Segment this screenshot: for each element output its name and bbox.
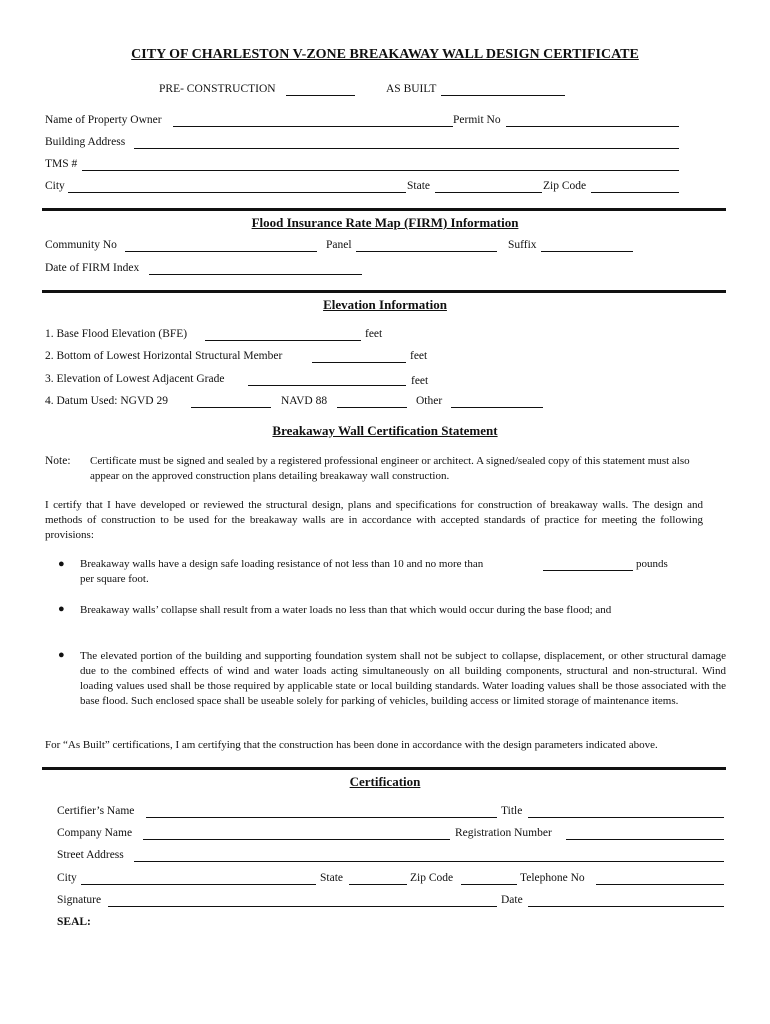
cert-zip-field[interactable] bbox=[461, 884, 517, 885]
date-field[interactable] bbox=[528, 906, 724, 907]
cert-state-label: State bbox=[320, 872, 343, 884]
bottom-member-label: 2. Bottom of Lowest Horizontal Structural Member bbox=[45, 350, 283, 362]
owner-field[interactable] bbox=[173, 126, 453, 127]
tms-field[interactable] bbox=[82, 170, 679, 171]
certifier-name-label: Certifier’s Name bbox=[57, 805, 135, 817]
statement-heading: Breakaway Wall Certification Statement bbox=[272, 423, 498, 438]
bullet-dot-icon: ● bbox=[58, 649, 65, 661]
street-field[interactable] bbox=[134, 861, 724, 862]
bullet3-text: The elevated portion of the building and supporting foundation system shall not be subject to collapse, displacement, or other structural damage due to the combined effects of wind and water loads acting simultaneously on all building components, structural and non-structural. Wind loading values used shall be those required by applicable state or local building standards. Water loading values shall be those associated with the base flood. Such enclosed space shall be useable solely for parking of vehicles, building access or limited storage of maintenance items. bbox=[80, 650, 726, 707]
cert-city-label: City bbox=[57, 872, 77, 884]
page-title: CITY OF CHARLESTON V-ZONE BREAKAWAY WALL DESIGN CERTIFICATE bbox=[131, 47, 639, 62]
ngvd-field[interactable] bbox=[191, 407, 271, 408]
section-divider bbox=[42, 290, 726, 293]
firm-date-label: Date of FIRM Index bbox=[45, 262, 140, 274]
company-field[interactable] bbox=[143, 839, 450, 840]
community-label: Community No bbox=[45, 239, 117, 251]
bfe-field[interactable] bbox=[205, 340, 361, 341]
zip-label: Zip Code bbox=[543, 180, 587, 192]
section-divider bbox=[42, 208, 726, 211]
community-field[interactable] bbox=[125, 251, 317, 252]
certification-heading: Certification bbox=[349, 774, 421, 789]
date-label: Date bbox=[501, 894, 523, 906]
as-built-label: AS BUILT bbox=[386, 83, 437, 95]
owner-label: Name of Property Owner bbox=[45, 114, 162, 126]
note-text: Certificate must be signed and sealed by a registered professional engineer or architect. A signed/sealed copy of this statement must also appear on the approved construction plans detailing breakaway wall construction. bbox=[90, 455, 690, 482]
signature-label: Signature bbox=[57, 894, 102, 906]
tms-label: TMS # bbox=[45, 158, 78, 170]
grade-unit: feet bbox=[411, 375, 429, 387]
bottom-member-field[interactable] bbox=[312, 362, 406, 363]
as-built-field[interactable] bbox=[441, 95, 565, 96]
grade-field[interactable] bbox=[248, 385, 406, 386]
title-field[interactable] bbox=[528, 817, 724, 818]
city-field[interactable] bbox=[68, 192, 406, 193]
telephone-field[interactable] bbox=[596, 884, 724, 885]
seal-label: SEAL: bbox=[57, 916, 91, 928]
street-label: Street Address bbox=[57, 849, 124, 861]
bullet2-text: Breakaway walls’ collapse shall result from a water loads no less than that which would occur during the base flood; and bbox=[80, 604, 612, 616]
other-label: Other bbox=[416, 395, 443, 407]
certify-text: I certify that I have developed or reviewed the structural design, plans and specifications for construction of breakaway walls. The design and methods of construction to be used for the breakaway walls are in accordance with accepted standards of practice for meeting the following provisions: bbox=[45, 499, 703, 541]
registration-label: Registration Number bbox=[455, 827, 552, 839]
address-label: Building Address bbox=[45, 136, 126, 148]
panel-field[interactable] bbox=[356, 251, 497, 252]
suffix-label: Suffix bbox=[508, 239, 537, 251]
panel-label: Panel bbox=[326, 239, 352, 251]
company-label: Company Name bbox=[57, 827, 133, 839]
bfe-label: 1. Base Flood Elevation (BFE) bbox=[45, 328, 188, 340]
bottom-member-unit: feet bbox=[410, 350, 428, 362]
state-field[interactable] bbox=[435, 192, 542, 193]
firm-date-field[interactable] bbox=[149, 274, 362, 275]
bullet1-line2: per square foot. bbox=[80, 573, 149, 585]
datum-label: 4. Datum Used: NGVD 29 bbox=[45, 395, 168, 407]
note-label: Note: bbox=[45, 455, 71, 467]
navd-label: NAVD 88 bbox=[281, 395, 328, 407]
registration-field[interactable] bbox=[566, 839, 724, 840]
permit-field[interactable] bbox=[506, 126, 679, 127]
section-divider bbox=[42, 767, 726, 770]
city-label: City bbox=[45, 180, 65, 192]
other-field[interactable] bbox=[451, 407, 543, 408]
title-label: Title bbox=[501, 805, 523, 817]
telephone-label: Telephone No bbox=[520, 872, 585, 884]
bullet-dot-icon: ● bbox=[58, 558, 65, 570]
bullet1-unit: pounds bbox=[636, 558, 668, 570]
cert-zip-label: Zip Code bbox=[410, 872, 454, 884]
pre-construction-label: PRE- CONSTRUCTION bbox=[159, 83, 276, 95]
certifier-name-field[interactable] bbox=[146, 817, 497, 818]
cert-state-field[interactable] bbox=[349, 884, 407, 885]
permit-label: Permit No bbox=[453, 114, 501, 126]
navd-field[interactable] bbox=[337, 407, 407, 408]
load-resistance-field[interactable] bbox=[543, 570, 633, 571]
as-built-statement: For “As Built” certifications, I am certifying that the construction has been done in accordance with the design parameters indicated above. bbox=[45, 739, 658, 751]
address-field[interactable] bbox=[134, 148, 679, 149]
cert-city-field[interactable] bbox=[81, 884, 316, 885]
bullet1-text: Breakaway walls have a design safe loading resistance of not less than 10 and no more than bbox=[80, 558, 484, 570]
bfe-unit: feet bbox=[365, 328, 383, 340]
suffix-field[interactable] bbox=[541, 251, 633, 252]
grade-label: 3. Elevation of Lowest Adjacent Grade bbox=[45, 373, 225, 385]
signature-field[interactable] bbox=[108, 906, 497, 907]
elevation-heading: Elevation Information bbox=[323, 297, 447, 312]
state-label: State bbox=[407, 180, 430, 192]
pre-construction-field[interactable] bbox=[286, 95, 355, 96]
bullet-dot-icon: ● bbox=[58, 603, 65, 615]
firm-heading: Flood Insurance Rate Map (FIRM) Information bbox=[251, 215, 519, 230]
zip-field[interactable] bbox=[591, 192, 679, 193]
